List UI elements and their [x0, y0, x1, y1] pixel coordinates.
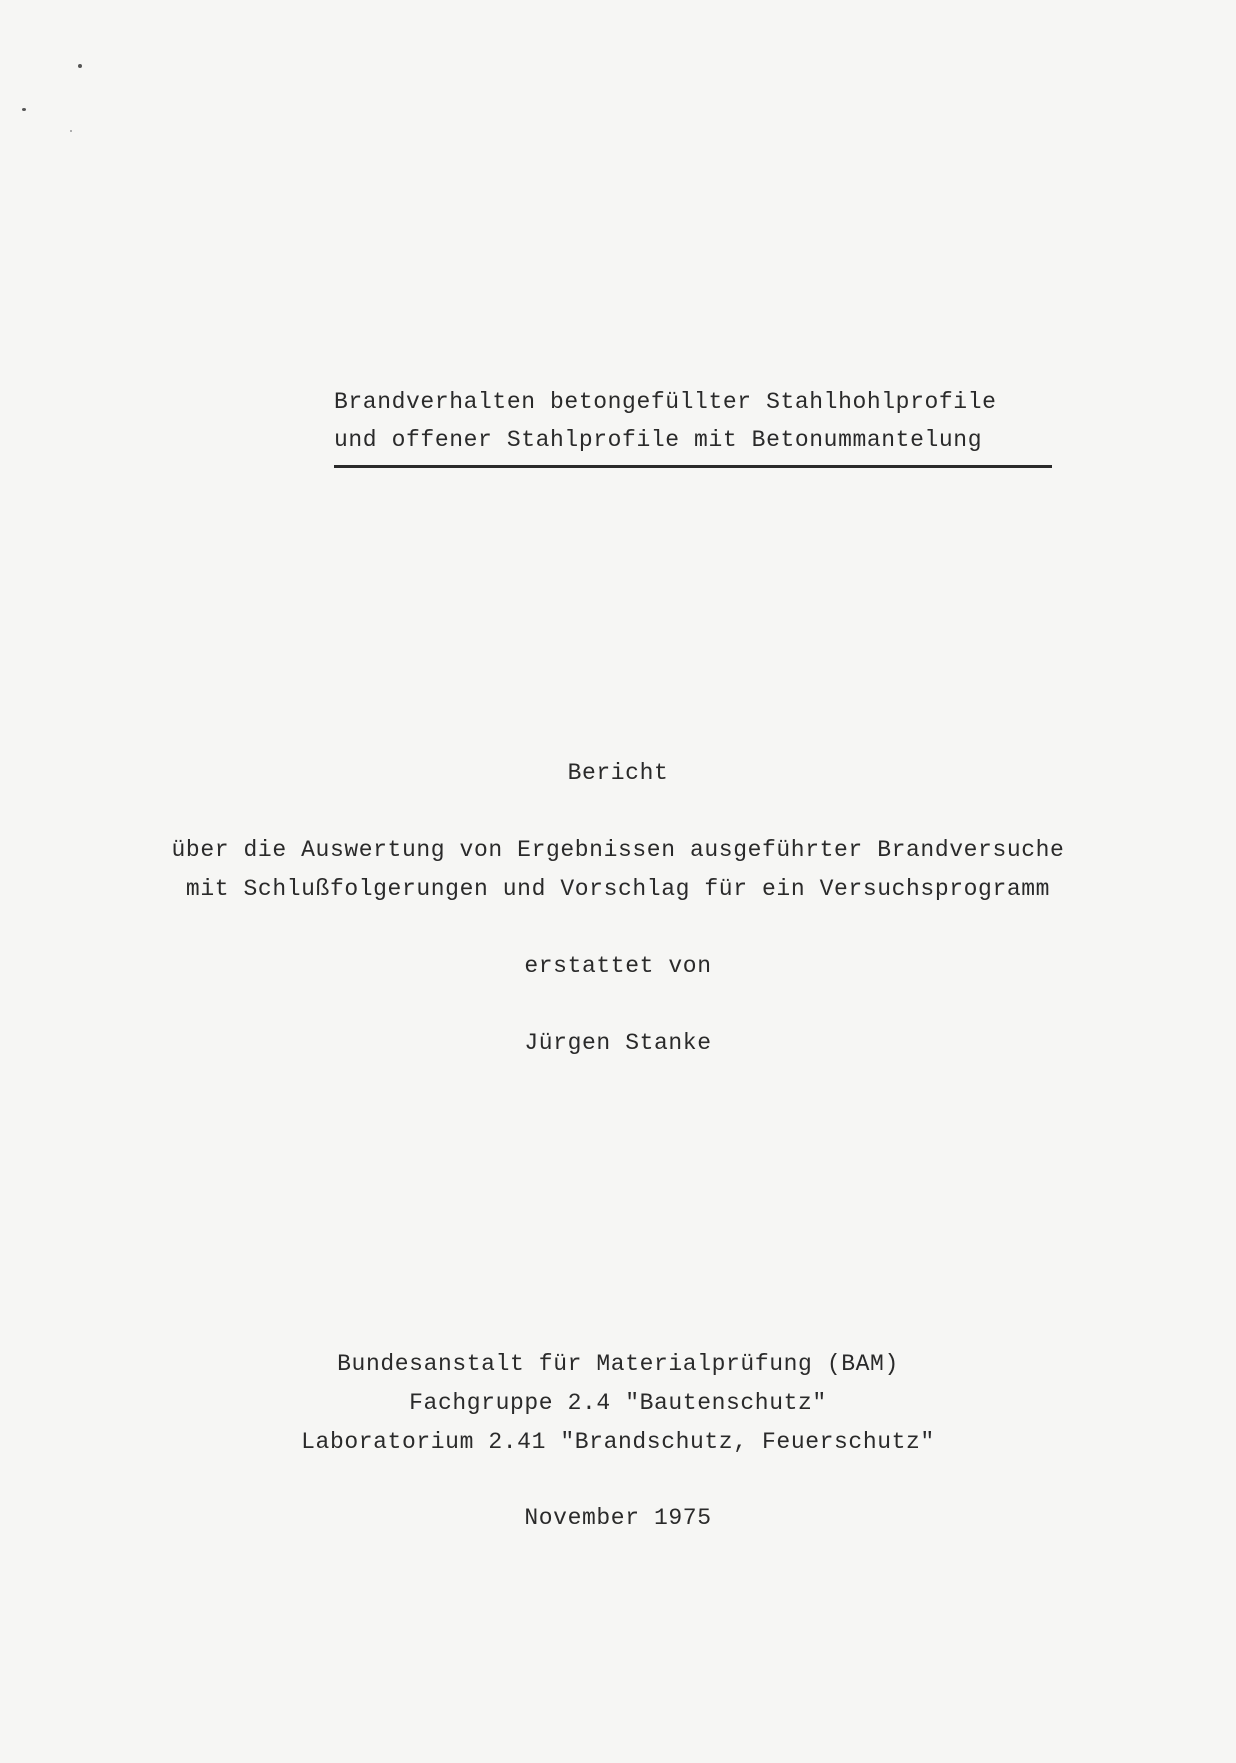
scan-speck [78, 64, 82, 68]
scan-speck [70, 130, 72, 132]
institution-line-2: Fachgruppe 2.4 "Bautenschutz" [409, 1390, 827, 1416]
report-heading: Bericht [567, 760, 669, 786]
institution-line-3: Laboratorium 2.41 "Brandschutz, Feuerschutz" [301, 1429, 935, 1455]
institution-line-1: Bundesanstalt für Materialprüfung (BAM) [337, 1351, 899, 1377]
report-date: November 1975 [524, 1505, 712, 1531]
author-name: Jürgen Stanke [524, 1030, 712, 1056]
document-title [334, 383, 1054, 468]
title-line-2: und offener Stahlprofile mit Betonummantelung [334, 427, 983, 453]
title-line-1: Brandverhalten betongefüllter Stahlhohlprofile [334, 389, 997, 415]
title-underline [334, 465, 1052, 468]
submitted-by: erstattet von [524, 953, 712, 979]
report-subtitle-line-2: mit Schlußfolgerungen und Vorschlag für ein Versuchsprogramm [185, 876, 1051, 902]
scan-speck [22, 108, 26, 111]
report-subtitle-line-1: über die Auswertung von Ergebnissen ausgeführter Brandversuche [171, 837, 1065, 863]
